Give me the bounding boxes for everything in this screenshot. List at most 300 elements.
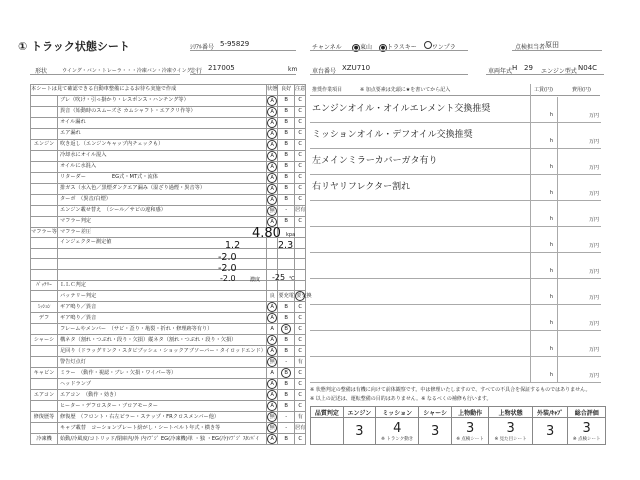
grade-cell [267,357,278,368]
inspection-row [31,324,306,335]
inspection-item: マフラー差圧 [57,227,266,238]
inspection-row [31,117,306,128]
inspection-item: 足回り（ドラッグリンク・スタビブッシュ・ショックアブソーバー・タイロッドエンド） [57,346,266,357]
inspection-item: フレームやメンバー （サビ・歪り・亀裂・折れ・修理跡等有り） [57,324,266,335]
grade-value: C [298,314,302,321]
remark-row [310,149,557,175]
remark-text: エンジンオイル・オイルエレメント交換推奨 [312,104,491,114]
remark-unit-yen: 万円 [588,139,599,145]
inspection-item: ヘッドランプ [57,379,266,390]
grade-cell [278,150,295,161]
grade-value: 無 [267,423,277,433]
grade-cell [294,205,305,216]
inspection-category [31,269,58,280]
grade-cell [278,324,295,335]
muffler-pressure-unit: kpa [286,232,296,238]
grade-value: A [267,195,277,205]
grade-value: C [298,141,302,148]
grade-cell [278,128,295,139]
inspection-table [30,84,312,445]
grade-cell [278,390,295,401]
channel-option-3: ワンプラ [424,44,456,51]
grade-cell [294,227,305,238]
inspection-category [31,238,58,249]
model-value: XZU710 [342,64,371,72]
remark-unit-yen: 万円 [588,321,599,327]
inspection-item: ギア鳴り／異音 [57,313,266,324]
muffler-pressure-value: 4.80 [252,226,281,241]
inspection-category [31,183,58,194]
grade-cell [294,379,305,390]
grade-value: B [284,218,288,225]
grade-value: B [284,314,288,321]
remark-cost [557,253,601,279]
tester-label: 点検担当者 [515,44,546,51]
grade-value: - [285,358,288,365]
grade-cell [278,423,295,434]
grade-cell [267,205,278,216]
inspection-item: ギア鳴り／異音 [57,302,266,313]
score-cell [343,418,375,445]
grade-value: C [298,347,302,354]
inspection-category [31,150,58,161]
score-cell [451,418,489,445]
remark-text: ミッションオイル・デフオイル交換推奨 [312,130,473,140]
grade-value: - [285,207,288,214]
engine-value: N04C [578,64,598,72]
grade-value: A [267,401,277,411]
grade-cell [294,313,305,324]
grade-cell [278,412,295,423]
remark-unit-yen: 万円 [588,113,599,119]
grade-cell [267,401,278,412]
grade-cell [278,161,295,172]
remark-text: 左メインミラーカバーガタ有り [312,156,438,166]
inspection-item: 冷却水にオイル混入 [57,150,266,161]
inspection-item: 始動/冷風度/コトリッド/閉庫内/外 内ﾏﾌﾞｼﾞ EG(冷凍機)単 ・独 ・EG(冷)ﾏﾌﾞｼﾞ ｽﾀﾝﾊﾞｲ [57,434,266,445]
remark-cost [557,175,601,201]
score-cell [489,418,532,445]
shape-label: 形状 [35,68,48,75]
score-value: 3 [582,420,591,436]
inspection-item: 異音（始動時のスムーズさ カムシャフト・エアクリ作等） [57,106,266,117]
grade-cell [278,313,295,324]
inspection-category [31,423,58,434]
remark-row [310,331,557,357]
grade-value: B [284,347,288,354]
grade-value: C [298,391,302,398]
remark-row [310,201,557,227]
grade-cell [267,324,278,335]
grade-cell [267,379,278,390]
inspection-category [31,291,58,302]
remark-cost [557,331,601,357]
remark-row [310,175,557,201]
grade-value: A [270,325,274,332]
inspection-item: エア漏れ [57,128,266,139]
grade-cell [267,291,278,302]
score-header: 総合評価 [568,407,606,418]
grade-cell [294,95,305,106]
grade-value: B [284,97,288,104]
grade-cell [267,313,278,324]
grade-value: 要交換 [296,293,312,300]
grade-cell [294,216,305,227]
sheet-title: ① トラック状態シート [18,40,130,53]
inspection-category [31,379,58,390]
channel-label: チャンネル [312,44,342,51]
grade-cell [267,390,278,401]
remark-cost [557,123,601,149]
year-label: 車両年式 [488,68,513,75]
remark-row [310,357,557,383]
channel-option-2: ● トラスキー [380,44,417,51]
remark-unit-h: h [549,320,553,326]
inspection-row [31,368,306,379]
llc-value: -25 [272,273,286,282]
grade-cell [267,434,278,445]
grade-value: B [284,163,288,170]
remark-unit-h: h [549,372,553,378]
grade-value: 有 [297,358,303,365]
mileage-value: 217005 [208,64,235,72]
grade-cell [267,259,278,270]
injector-value-5: -2.0 [220,274,236,283]
inspection-row [31,269,306,280]
inspection-category: デフ [31,313,58,324]
inspection-category [31,172,58,183]
grade-cell [278,357,295,368]
grade-cell [294,128,305,139]
grade-value: A [267,162,277,172]
remark-unit-h: h [549,216,553,222]
grade-value: C [298,218,302,225]
grade-value: B [284,152,288,159]
grade-value: A [267,313,277,323]
serial-value: 5-95829 [220,40,250,48]
remarks-header-note: ※ 加点要素は先頭に★を書いてから記入 [360,87,451,93]
remark-unit-h: h [549,164,553,170]
grade-cell [267,248,278,259]
score-header: 外装/ｷｬﾌﾞ [532,407,568,418]
inspection-row [31,95,306,106]
grade-value: A [267,302,277,312]
grade-value: A [267,151,277,161]
model-label: 車台番号 [312,68,337,75]
inspection-category [31,128,58,139]
col-header-caution: 注意 [294,85,305,96]
inspection-item: 修復歴 （フロント・右左ピラー・ステップ・FRクロスメンバー他） [57,412,266,423]
inspection-category [31,95,58,106]
inspection-category: エアコン [31,390,58,401]
remark-unit-h: h [549,242,553,248]
remarks-header-cost: 費用(円) [572,87,591,93]
grade-value: A [267,118,277,128]
grade-cell [294,117,305,128]
grade-cell [294,346,305,357]
inspection-row [31,161,306,172]
grade-cell [294,291,312,302]
grade-value: C [298,369,302,376]
serial-label: ｼﾘｱﾙ番号 [190,44,215,51]
col-header-good: 良好 [278,85,295,96]
inspection-item: ブレ（吹け・引っ掛かり・レスポンス・ハンチング等） [57,95,266,106]
remark-unit-yen: 万円 [588,165,599,171]
inspection-category: シャーシ [31,335,58,346]
inspection-category [31,216,58,227]
grade-cell [294,150,305,161]
grade-cell [278,117,295,128]
grade-cell [294,194,305,205]
grade-cell [294,302,305,313]
remark-unit-yen: 万円 [588,191,599,197]
grade-value: B [284,435,288,442]
inspection-category: マフラー等 [31,227,58,238]
remark-unit-h: h [549,138,553,144]
grade-value: - [285,413,288,420]
grade-value: B [284,303,288,310]
grade-value: C [298,303,302,310]
score-header: 品質判定 [311,407,344,418]
injector-value-2: 2.3 [278,240,294,251]
grade-cell [278,401,295,412]
inspection-item: インジェクター測定値 [57,238,266,249]
grade-cell [294,434,305,445]
llc-unit: ℃ [289,276,295,282]
inspection-row [31,172,306,183]
grade-cell [267,183,278,194]
inspection-item: 構ネタ（割れ・つぶれ・段り・欠損）縦ネタ（割れ・つぶれ・段り・欠損） [57,335,266,346]
remarks-header [310,84,600,96]
grade-value: 無 [267,412,277,422]
grade-value: B [284,402,288,409]
grade-value: A [267,140,277,150]
grade-cell [294,269,305,280]
inspection-item: オイルに水混入 [57,161,266,172]
grade-value: 有 [297,413,303,420]
inspection-row [31,194,306,205]
inspection-category [31,205,58,216]
grade-cell [294,423,305,434]
remark-row [310,305,557,331]
score-sub: ※ 点検シート [572,436,601,442]
labor-divider [530,84,531,382]
inspection-category: ﾐｯｼｮﾝ [31,302,58,313]
grade-cell [294,161,305,172]
grade-cell [278,368,295,379]
grade-cell [278,95,295,106]
grade-value: B [281,368,291,378]
grade-value: B [284,119,288,126]
inspection-item: キャブ載替 コーションプレート紛がし・シートベルト年式・横き等 [57,423,266,434]
inspection-category [31,259,58,270]
grade-value: C [298,163,302,170]
inspection-item: 排ガス（水入色／黒煙ダンクエア漏み（湿ざり過煙・異音等） [57,183,266,194]
grade-value: C [298,435,302,442]
grade-value: A [267,96,277,106]
grade-cell [278,139,295,150]
grade-cell [278,291,295,302]
grade-value: A [267,173,277,183]
score-sub: ※ トランク動き [381,436,414,442]
remark-unit-yen: 万円 [588,373,599,379]
inspection-row [31,302,306,313]
grade-value: C [298,196,302,203]
inspection-item: ＬＬＣ判定 [57,280,266,291]
inspection-category [31,346,58,357]
grade-cell [278,346,295,357]
inspection-row [31,335,306,346]
inspection-category: 冷凍機 [31,434,58,445]
grade-cell [267,139,278,150]
grade-cell [294,172,305,183]
inspection-category [31,248,58,259]
grade-cell [278,194,295,205]
grade-value: 居有 [294,424,306,431]
injector-value-4: -2.0 [218,263,237,274]
grade-value: A [267,129,277,139]
grade-cell [267,346,278,357]
grade-cell [294,401,305,412]
remarks-header-labor: 工賃(円) [534,87,553,93]
llc-label: 濃度 [250,277,261,283]
grade-value: A [270,369,274,376]
grade-value: A [267,335,277,345]
inspection-item: バッテリー判定 [57,291,266,302]
inspection-category [31,324,58,335]
grade-value: C [298,325,302,332]
inspection-row [31,183,306,194]
remark-cost [557,279,601,305]
score-sub: ※ 見た目シート [494,436,527,442]
score-value: 3 [355,423,364,439]
year-value: 29 [524,64,533,72]
grade-value: C [298,152,302,159]
remarks-footnote-2: ※ 以上の記述は、運転整備の目的はありません。※ なるべくの補修も行います。 [310,396,492,402]
grade-value: 要充電 [278,292,294,299]
inspection-row [31,390,306,401]
mileage-label: 走行 [190,68,203,75]
grade-cell [278,106,295,117]
inspection-row [31,357,306,368]
col-header-state: 状態 [267,85,278,96]
remark-unit-h: h [549,112,553,118]
grade-cell [294,139,305,150]
grade-value: B [284,336,288,343]
grade-cell [278,259,295,270]
inspection-category [31,117,58,128]
score-cell [311,418,344,445]
inspection-row [31,313,306,324]
grade-value: A [267,379,277,389]
grade-cell [294,248,305,259]
remark-cost [557,357,601,383]
score-value: 3 [506,420,515,436]
inspection-row [31,401,306,412]
grade-value: A [267,346,277,356]
grade-cell [267,150,278,161]
grade-value: B [284,108,288,115]
score-value: 3 [545,423,555,439]
remark-unit-h: h [549,268,553,274]
grade-cell [267,423,278,434]
grade-cell [267,117,278,128]
score-header: ミッション [376,407,419,418]
inspection-item: エアコン （動作・効き） [57,390,266,401]
remark-unit-yen: 万円 [588,347,599,353]
score-value: 4 [393,420,402,436]
inspection-category: キャビン [31,368,58,379]
grade-cell [267,335,278,346]
inspection-item: ヒーター・デフロスター・ブロアモーター [57,401,266,412]
grade-cell [278,205,295,216]
grade-cell [294,412,305,423]
remark-unit-h: h [549,294,553,300]
inspection-category [31,401,58,412]
inspection-row [31,291,306,302]
tester-value: 原田 [545,41,559,49]
grade-value: C [298,119,302,126]
score-value: 3 [430,423,440,439]
grade-cell [267,95,278,106]
grade-cell [278,335,295,346]
grade-cell [294,390,305,401]
inspection-category [31,194,58,205]
inspection-category: 修復歴等 [31,412,58,423]
inspection-row [31,259,306,270]
grade-value: B [284,185,288,192]
remark-unit-yen: 万円 [588,295,599,301]
inspection-item: リターダー EG式・MT式・流体 [57,172,266,183]
remark-cost [557,201,601,227]
mileage-unit: km [288,66,298,73]
inspection-item: マフラー判定 [57,216,266,227]
grade-cell [278,183,295,194]
grade-cell [294,324,305,335]
grade-cell [294,259,305,270]
inspection-item: ターボ （異音/白煙） [57,194,266,205]
remark-unit-h: h [549,190,553,196]
grade-value: C [298,185,302,192]
grade-cell [294,238,305,249]
inspection-item: オイル漏れ [57,117,266,128]
score-table [310,406,606,445]
score-cell [568,418,606,445]
grade-cell [278,379,295,390]
remarks-header-left: 推奨作業項目 [312,87,343,93]
grade-value: 無 [267,357,277,367]
inspection-category [31,106,58,117]
grade-value: A [267,434,277,444]
remark-unit-h: h [549,346,553,352]
inspection-row [31,379,306,390]
grade-cell [294,335,305,346]
grade-value: B [284,174,288,181]
grade-value: C [298,97,302,104]
grade-value: C [298,380,302,387]
inspection-row [31,106,306,117]
score-cell [419,418,451,445]
score-header: シャーシ [419,407,451,418]
grade-value: C [298,130,302,137]
grade-value: B [284,196,288,203]
grade-value: B [284,380,288,387]
inspection-row [31,412,306,423]
remark-cost [557,305,601,331]
score-cell [376,418,419,445]
channel-option-1: ● 東山 [353,44,373,51]
grade-value: A [267,217,277,227]
